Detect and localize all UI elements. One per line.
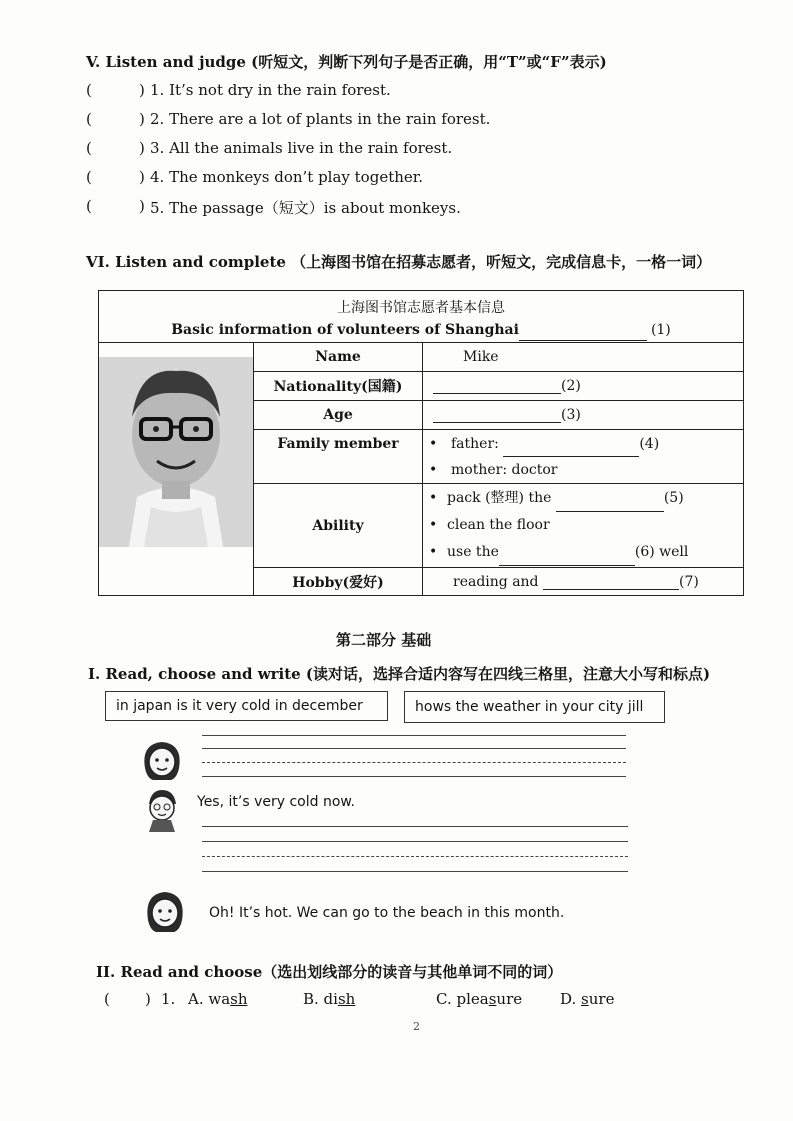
blank-6-number: (6) well (634, 544, 689, 560)
option-c-underlined: s (488, 990, 497, 1008)
answer-paren-open: ( (86, 110, 92, 128)
ability-2-text: clean the floor (447, 517, 550, 533)
name-value: Mike (423, 343, 744, 372)
writing-line[interactable] (202, 762, 626, 763)
card-title-en: Basic information of volunteers of Shanghai (171, 321, 519, 338)
family-label: Family member (254, 430, 423, 484)
answer-paren-close: ) (139, 139, 145, 157)
answer-paren-close: ) (139, 81, 145, 99)
part-2-title: 第二部分 基础 (336, 631, 432, 649)
question-5: 5. The passage（短文）is about monkeys. (150, 199, 461, 217)
girl-avatar (141, 738, 181, 782)
ability-line-3 (429, 539, 737, 566)
age-cell (423, 401, 744, 430)
blank-5[interactable] (556, 497, 664, 512)
boy-avatar (141, 786, 181, 830)
card-title-en-line (105, 319, 737, 341)
page-number: 2 (413, 1020, 420, 1033)
hobby-text: reading and (453, 573, 539, 590)
ability-line-1 (429, 485, 737, 512)
family-cell (423, 430, 744, 484)
bullet: • (429, 435, 438, 452)
blank-1-number: (1) (650, 321, 671, 338)
bullet: • (429, 544, 438, 560)
blank-6[interactable] (499, 551, 635, 566)
option-c[interactable] (436, 990, 522, 1008)
name-label: Name (254, 343, 423, 372)
writing-line[interactable] (202, 841, 628, 842)
answer-paren-close: ) (145, 990, 151, 1008)
section-i-heading: I. Read, choose and write (读对话，选择合适内容写在四线三格里，注意大小写和标点) (88, 665, 711, 683)
ability-cell (423, 484, 744, 568)
answer-paren-close: ) (139, 110, 145, 128)
age-label: Age (254, 401, 423, 430)
bullet: • (429, 461, 438, 478)
boy-photo (99, 357, 253, 547)
option-b-underlined: sh (337, 990, 356, 1008)
writing-line[interactable] (202, 871, 628, 872)
blank-4[interactable] (503, 442, 639, 457)
blank-5-number: (5) (663, 490, 684, 506)
option-box-2: hows the weather in your city jill (404, 691, 665, 723)
question-number: 1. (161, 990, 176, 1008)
answer-paren-open: ( (86, 197, 92, 215)
section-v-heading: V. Listen and judge (听短文，判断下列句子是否正确，用“T”或“F”表示) (86, 53, 607, 71)
writing-line[interactable] (202, 826, 628, 827)
answer-paren-close: ) (139, 168, 145, 186)
question-2: 2. There are a lot of plants in the rain forest. (150, 110, 491, 128)
girl-avatar (144, 888, 184, 932)
family-mother-line (429, 457, 737, 483)
option-d-underlined: s (581, 990, 589, 1008)
question-1: 1. It’s not dry in the rain forest. (150, 81, 391, 99)
option-a[interactable] (188, 990, 248, 1008)
ability-label: Ability (254, 484, 423, 568)
blank-2[interactable] (433, 379, 561, 394)
bullet: • (429, 490, 438, 506)
bullet: • (429, 517, 438, 533)
volunteer-info-card (98, 290, 744, 596)
option-d-text: D. (560, 990, 582, 1008)
option-d[interactable] (560, 990, 614, 1008)
option-c-text: C. plea (436, 990, 489, 1008)
answer-paren-open: ( (86, 139, 92, 157)
blank-1[interactable] (519, 326, 647, 341)
option-box-1: in japan is it very cold in december (105, 691, 388, 721)
question-3: 3. All the animals live in the rain forest. (150, 139, 453, 157)
nationality-cell (423, 372, 744, 401)
writing-line[interactable] (202, 735, 626, 736)
card-title-cn: 上海图书馆志愿者基本信息 (337, 299, 505, 316)
blank-2-number: (2) (561, 378, 581, 394)
option-d-rest: ure (588, 990, 615, 1008)
blank-3[interactable] (433, 408, 561, 423)
section-vi-heading: VI. Listen and complete （上海图书馆在招募志愿者，听短文，完成信息卡，一格一词） (86, 253, 712, 271)
photo-cell (99, 343, 254, 596)
hobby-label: Hobby(爱好) (254, 568, 423, 596)
boy-face-icon (141, 786, 183, 834)
writing-line[interactable] (202, 748, 626, 749)
option-a-text: A. wa (188, 990, 231, 1008)
blank-3-number: (3) (561, 407, 581, 423)
question-4: 4. The monkeys don’t play together. (150, 168, 424, 186)
nationality-label: Nationality(国籍) (254, 372, 423, 401)
father-label: father: (451, 435, 499, 452)
option-c-rest: ure (496, 990, 523, 1008)
family-father-line (429, 431, 737, 457)
answer-paren-open: ( (86, 168, 92, 186)
boy-portrait-image (99, 357, 253, 547)
card-title-cell (99, 291, 744, 343)
option-b-text: B. di (303, 990, 338, 1008)
answer-paren-open: ( (86, 81, 92, 99)
blank-7[interactable] (543, 575, 679, 590)
blank-7-number: (7) (678, 573, 699, 590)
option-b[interactable] (303, 990, 355, 1008)
girl-speech: Oh! It’s hot. We can go to the beach in this month. (209, 905, 565, 921)
blank-4-number: (4) (639, 435, 660, 452)
section-ii-heading: II. Read and choose（选出划线部分的读音与其他单词不同的词） (96, 963, 563, 981)
boy-speech: Yes, it’s very cold now. (197, 794, 356, 810)
hobby-cell (423, 568, 744, 596)
writing-line[interactable] (202, 776, 626, 777)
ability-3-text: use the (447, 544, 499, 560)
answer-paren-open: ( (104, 990, 110, 1008)
girl-face-icon (141, 738, 183, 782)
mother-text: mother: doctor (451, 461, 558, 478)
ability-line-2 (429, 512, 737, 539)
option-a-underlined: sh (230, 990, 248, 1008)
ability-1-text: pack (整理) the (447, 490, 552, 506)
girl-face-icon (144, 888, 186, 934)
answer-paren-close: ) (139, 197, 145, 215)
writing-line[interactable] (202, 856, 628, 857)
